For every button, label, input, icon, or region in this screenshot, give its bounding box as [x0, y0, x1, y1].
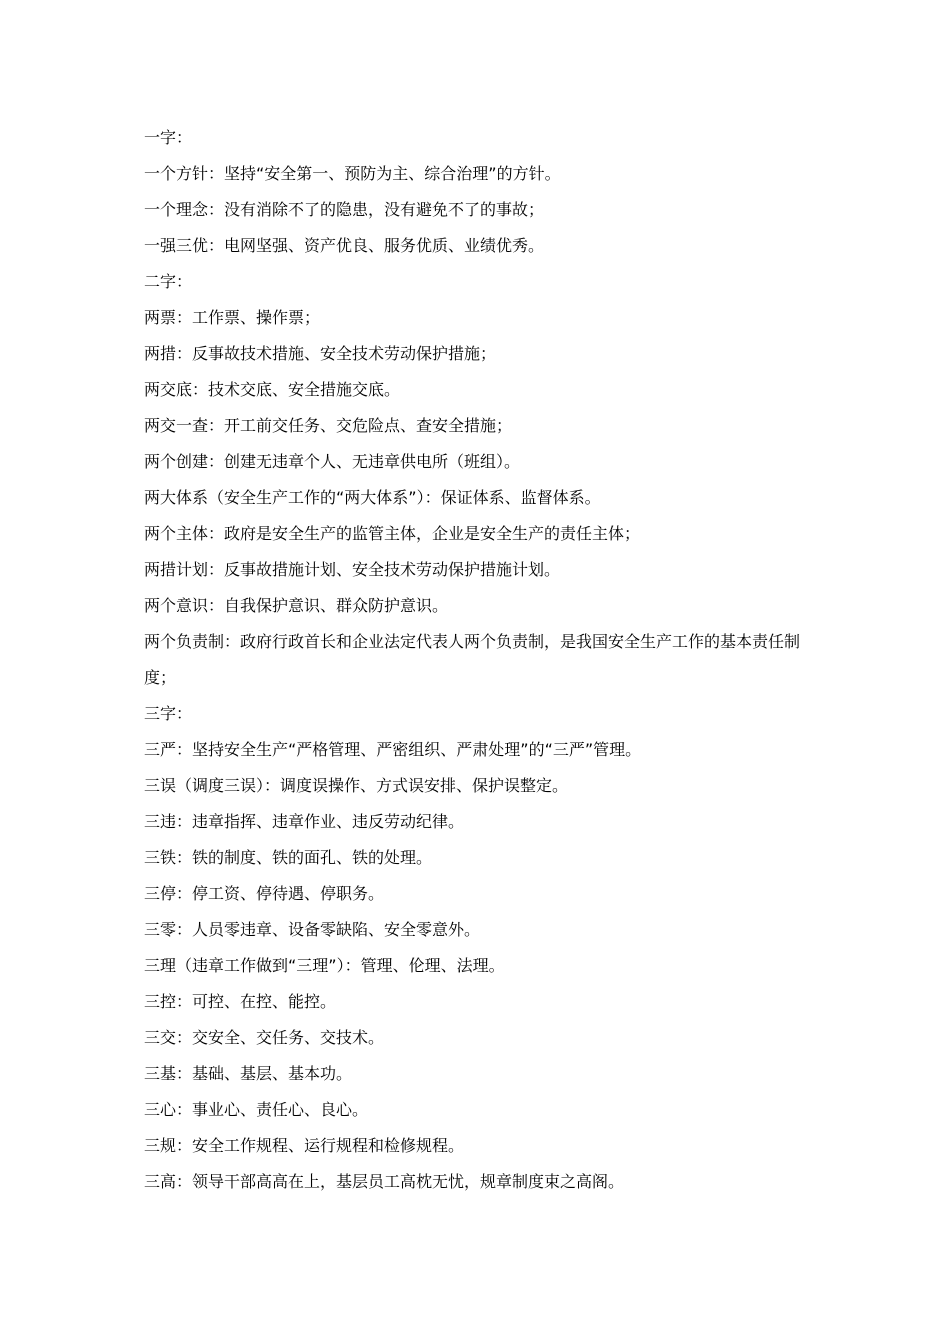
text-line: 两交底：技术交底、安全措施交底。	[144, 380, 401, 399]
text-line: 三交：交安全、交任务、交技术。	[144, 1028, 385, 1047]
document-body	[144, 120, 816, 1200]
text-line: 三基：基础、基层、基本功。	[144, 1064, 353, 1083]
text-line: 两大体系（安全生产工作的“两大体系”）：保证体系、监督体系。	[144, 488, 601, 507]
text-line: 一个理念：没有消除不了的隐患，没有避免不了的事故；	[144, 200, 545, 219]
text-line: 一个方针：坚持“安全第一、预防为主、综合治理”的方针。	[144, 164, 561, 183]
text-line: 三控：可控、在控、能控。	[144, 992, 337, 1011]
text-line: 一强三优：电网坚强、资产优良、服务优质、业绩优秀。	[144, 236, 545, 255]
text-line: 三理（违章工作做到“三理”）：管理、伦理、法理。	[144, 956, 505, 975]
text-line: 两措计划：反事故措施计划、安全技术劳动保护措施计划。	[144, 560, 561, 579]
text-line: 三零：人员零违章、设备零缺陷、安全零意外。	[144, 920, 481, 939]
text-line: 两措：反事故技术措施、安全技术劳动保护措施；	[144, 344, 497, 363]
text-line: 三心：事业心、责任心、良心。	[144, 1100, 369, 1119]
text-line: 两个创建：创建无违章个人、无违章供电所（班组）。	[144, 452, 521, 471]
text-line: 三停：停工资、停待遇、停职务。	[144, 884, 385, 903]
text-line: 三违：违章指挥、违章作业、违反劳动纪律。	[144, 812, 465, 831]
text-line: 两票：工作票、操作票；	[144, 308, 321, 327]
section-heading-three-characters: 三字：	[144, 704, 193, 723]
text-line: 三高：领导干部高高在上，基层员工高枕无忧，规章制度束之高阁。	[144, 1172, 625, 1191]
text-line: 三严：坚持安全生产“严格管理、严密组织、严肃处理”的“三严”管理。	[144, 740, 642, 759]
text-line: 两个意识：自我保护意识、群众防护意识。	[144, 596, 449, 615]
text-line: 两交一查：开工前交任务、交危险点、查安全措施；	[144, 416, 513, 435]
section-heading-one-character: 一字：	[144, 128, 193, 147]
text-line: 两个负责制：政府行政首长和企业法定代表人两个负责制，是我国安全生产工作的基本责任制度；	[144, 632, 801, 687]
text-line: 三铁：铁的制度、铁的面孔、铁的处理。	[144, 848, 433, 867]
text-line: 三规：安全工作规程、运行规程和检修规程。	[144, 1136, 465, 1155]
section-heading-two-characters: 二字：	[144, 272, 193, 291]
text-line: 两个主体：政府是安全生产的监管主体，企业是安全生产的责任主体；	[144, 524, 641, 543]
text-line: 三误（调度三误）：调度误操作、方式误安排、保护误整定。	[144, 776, 569, 795]
